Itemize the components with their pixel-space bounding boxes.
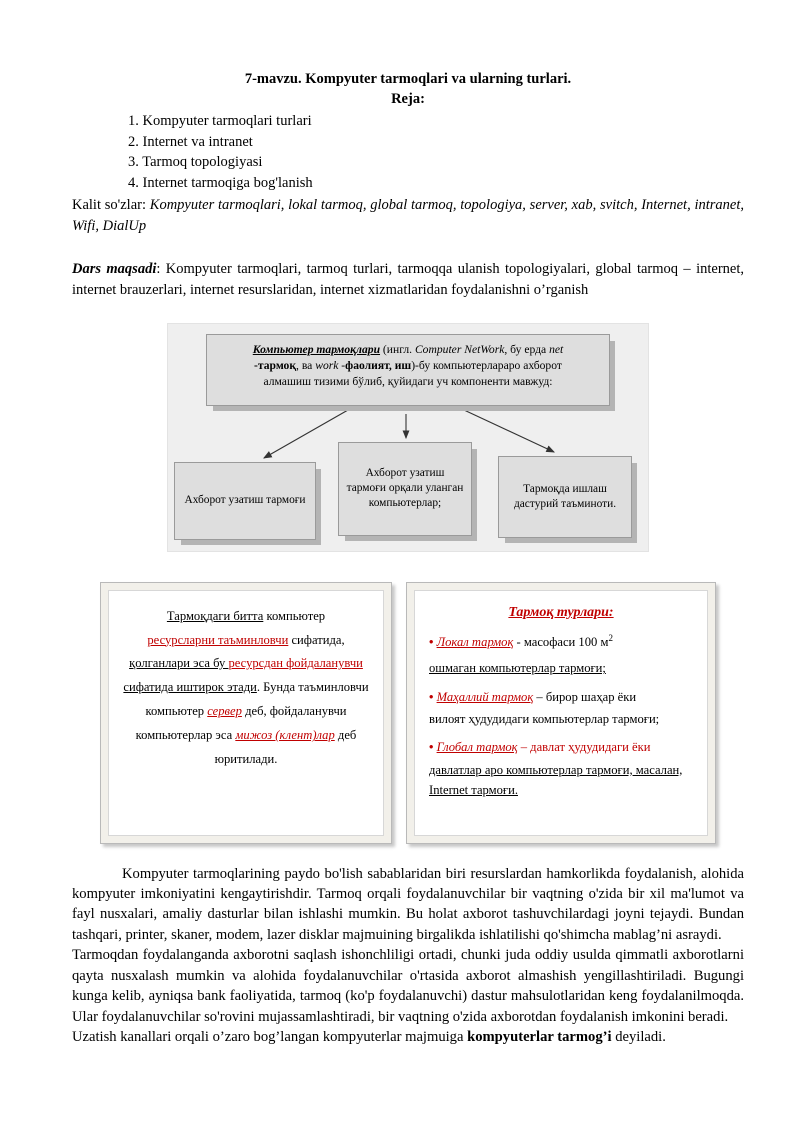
panel-left-l5a: компьютер [145,704,208,719]
term-part1: (ингл. [380,342,415,356]
panel-right-title: Тармоқ турлари: [508,604,614,620]
panel-left-l3b: ресурсдан фойдаланувчи [228,656,363,671]
network-type-local-rest: - масофаси 100 м [513,634,609,649]
panel-left-l2b: сифатида, [288,632,345,647]
network-type-global-line2: давлатлар аро компьютерлар тармоғи, масалан, Internet тармоғи. [429,762,683,798]
diagram-box-2-label: Ахборот узатиш тармоғи орқали уланган компьютерлар; [346,467,464,510]
network-components-diagram [167,323,649,552]
bullet-icon: • [429,689,434,704]
panel-left-l3a: қолганлари эса бу [129,656,229,671]
network-type-local-sup: 2 [608,632,613,643]
network-type-local-name: Локал тармоқ [436,634,514,649]
panel-left-line-4 [121,676,371,700]
body-p3-a: Uzatish kanallari orqali o’zaro bog’langan kompyuterlar majmuiga [72,1029,468,1045]
term-line2-e: )-бу компьютерлараро ахборот [411,358,562,372]
term-work: work [315,358,339,372]
network-type-regional-name: Маҳаллий тармоқ [436,689,534,704]
network-type-regional-rest: – бирор шаҳар ёки [533,689,637,704]
panel-left-l4b: . Бунда таъминловчи [256,680,369,695]
network-type-local [427,631,695,679]
term-english: Computer NetWork [414,342,505,356]
panel-left-l5b: сервер [207,704,242,719]
panel-left-line-7: юритилади. [214,752,278,767]
panel-left-l1b: компьютер [263,608,326,623]
panel-left-l6a: компьютерлар эса [135,728,236,743]
list-item: 3. Tarmoq topologiyasi [128,154,263,171]
body-text [72,864,744,1048]
network-type-global-rest: – давлат ҳудудидаги ёки [517,740,651,755]
panel-left-line-1 [121,605,371,629]
aim-value: : Kompyuter tarmoqlari, tarmoq turlari, tarmoqqa ulanish topologiyalari, global tarmoq – internet, internet brauzerlari, internet resurslaridan, internet xizmatlaridan foydalanishni o’rganish [72,260,744,298]
term-net: net [549,342,564,356]
body-paragraph-3 [72,1027,744,1047]
diagram-box-connected-computers [338,442,472,536]
panel-network-types [406,582,716,844]
list-item: 4. Internet tarmoqiga bog'lanish [128,174,313,191]
term-line2-d: фаолият, иш [345,358,412,372]
network-type-global [427,737,695,800]
panel-server-client [100,582,392,844]
body-paragraph-2: Tarmoqdan foydalanganda axborotni saqlash ishonchliligi ortadi, chunki juda oddiy usulda qimmatli axborotlarni qayta nusxalash mumkin va alohida foydalanuvchilar o'rtasida axborot almashish yengillashtiriladi. Bugungi kunga kelib, ayniqsa bank faoliyatida, tarmoq (ko'p foydalanuvchi) dastur mahsulotlaridan keng foydalanilmoqda. Ular foydalanuvchilar so'rovini mujassamlashtiradi, bir vaqtning o'zida axborotdan foydalanish imkonini beradi. [72,947,744,1025]
body-p3-term: kompyuterlar tarmog’i [467,1029,612,1045]
term-line2-a: -тармоқ [254,358,297,372]
diagram-box-transmission-network [174,462,316,540]
panel-left-l4a: сифатида иштирок этади [123,680,257,695]
body-p3-c: deyiladi. [611,1029,666,1045]
bullet-icon: • [429,740,434,755]
network-type-local-line2: ошмаган компьютерлар тармоғи; [429,661,606,676]
body-paragraph-1: Kompyuter tarmoqlarining paydo bo'lish sabablaridan biri resurslardan hamkorlikda foydalanish, alohida kompyuter imkoniyatini kengaytirishdir. Tarmoq orqali foydalanuvchilar bir vaqtning o'zida bir xil ma'lumot va fayl nusxalari, amaliy dasturlar bilan ishlashi mumkin. Bu holat axborot tashuvchilardagi joyni tejaydi. Bundan tashqari, printer, skaner, modem, lazer disklar majmuining birgalikda ishlatilishi qo'shimcha mablag’ni asraydi. [72,865,744,943]
panel-left-line-6 [121,724,371,748]
term-line2-b: , ва [296,358,316,372]
panel-left-line-5 [121,700,371,724]
keywords-paragraph [72,195,744,236]
panel-left-l5c: деб, фойдаланувчи [241,704,347,719]
keywords-label: Kalit so'zlar: [72,197,147,214]
network-type-regional [427,687,695,730]
aim-paragraph [72,259,744,301]
keywords-value: Kompyuter tarmoqlari, lokal tarmoq, global tarmoq, topologiya, server, xab, svitch, Internet, intranet, Wifi, DialUp [72,197,745,235]
panel-left-l1a: Тармоқдаги битта [166,608,264,623]
bullet-icon: • [429,634,434,649]
list-item: 2. Internet va intranet [128,133,253,150]
reja-list [72,111,744,193]
reja-heading: Reja: [391,90,425,107]
panel-left-l6c: деб [334,728,357,743]
network-type-regional-line2: вилоят ҳудудидаги компьютерлар тармоғи; [429,711,660,726]
panel-left-line-2 [121,629,371,653]
term-label: Компьютер тармоқлари [252,342,381,356]
list-item: 1. Kompyuter tarmoqlari turlari [128,113,312,130]
term-line3: алмашиш тизими бўлиб, қуйидаги уч компоненти мавжуд: [263,374,553,388]
diagram-box-3-label: Тармоқда ишлаш дастурий таъминоти. [513,482,617,510]
panel-left-l6b: мижоз (клент)лар [235,728,335,743]
panel-left-line-3 [121,652,371,676]
network-type-global-name: Глобал тармоқ [436,740,518,755]
term-part2: , бу ерда [504,342,550,356]
diagram-header-box [206,334,610,406]
two-panel-figure [72,582,744,844]
panel-left-l2a: ресурсларни таъминловчи [147,632,289,647]
term-line2-c: - [338,358,346,372]
aim-label: Dars maqsadi [72,260,157,277]
document-content [72,70,744,1047]
diagram-box-1-label: Ахборот узатиш тармоғи [184,494,306,507]
diagram-box-software [498,456,632,538]
page-title: 7-mavzu. Kompyuter tarmoqlari va ularning turlari. [244,71,572,87]
